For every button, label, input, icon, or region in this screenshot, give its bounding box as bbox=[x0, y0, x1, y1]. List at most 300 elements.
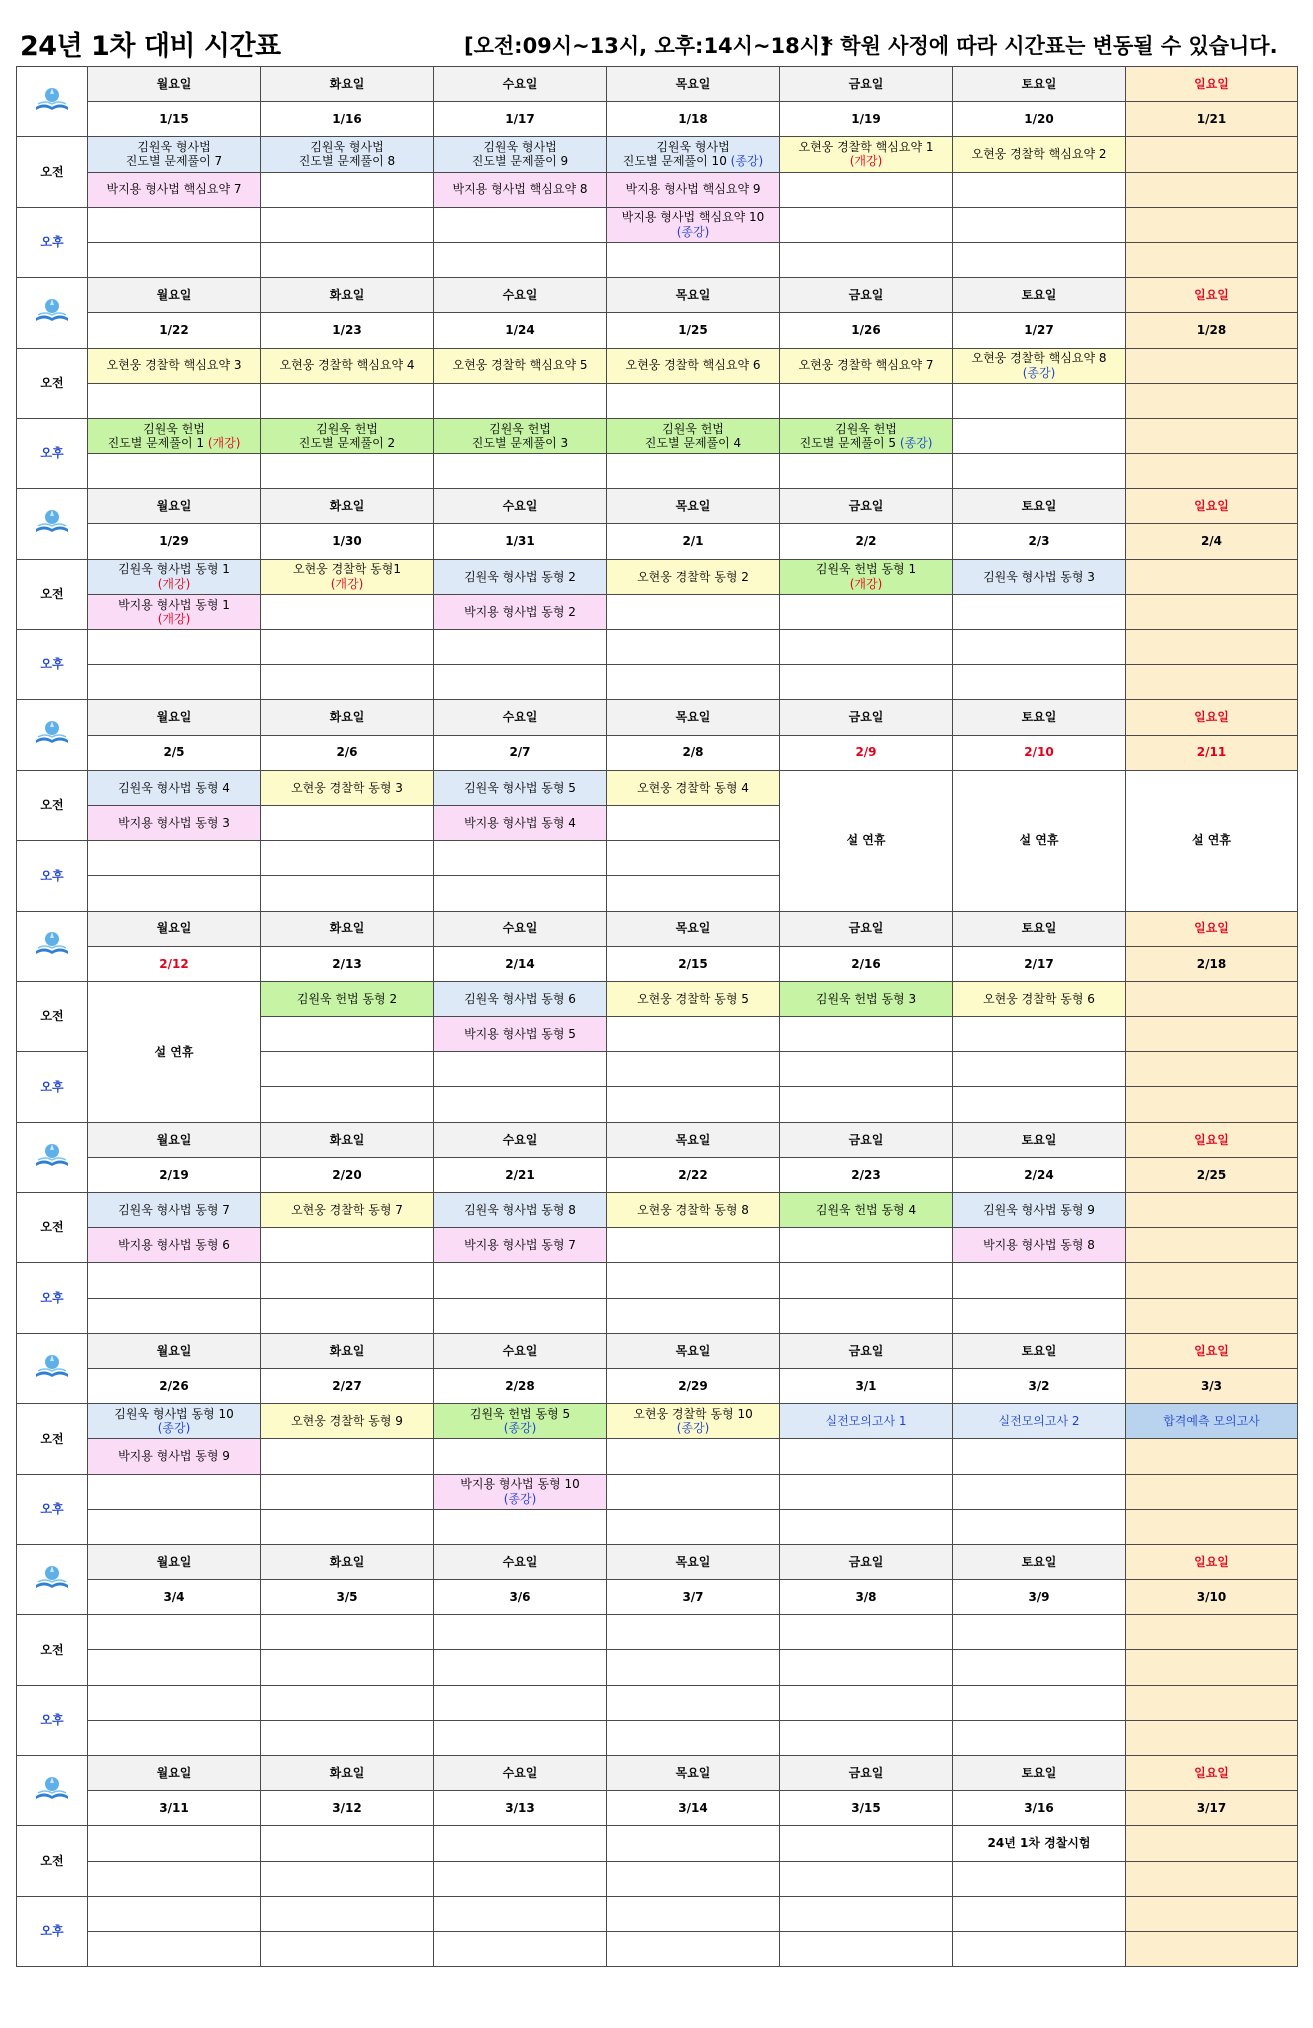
class-session: 박지용 형사법 동형 4 bbox=[434, 805, 607, 840]
date-cell: 2/21 bbox=[434, 1157, 607, 1192]
class-session: 박지용 형사법 동형 10 (종강) bbox=[434, 1474, 607, 1509]
class-session: 박지용 형사법 동형 7 bbox=[434, 1228, 607, 1263]
empty-slot bbox=[434, 207, 607, 242]
date-cell: 1/20 bbox=[953, 102, 1126, 137]
date-cell: 1/28 bbox=[1126, 313, 1298, 348]
class-session: 24년 1차 경찰시험 bbox=[953, 1826, 1126, 1861]
empty-slot bbox=[1126, 981, 1298, 1016]
week-3-row-1 bbox=[17, 489, 1298, 524]
weekday-header: 일요일 bbox=[1126, 489, 1298, 524]
empty-slot bbox=[88, 1720, 261, 1755]
empty-slot bbox=[1126, 1650, 1298, 1685]
date-cell: 1/22 bbox=[88, 313, 261, 348]
empty-slot bbox=[607, 1931, 780, 1966]
am-label: 오전 bbox=[17, 981, 88, 1051]
date-cell: 2/11 bbox=[1126, 735, 1298, 770]
empty-slot bbox=[607, 1474, 780, 1509]
class-session: 김원욱 형사법 동형 7 bbox=[88, 1193, 261, 1228]
empty-slot bbox=[261, 1650, 434, 1685]
empty-slot bbox=[953, 207, 1126, 242]
date-cell: 3/14 bbox=[607, 1791, 780, 1826]
empty-slot bbox=[780, 665, 953, 700]
empty-slot bbox=[953, 1052, 1126, 1087]
am-label: 오전 bbox=[17, 348, 88, 418]
weekday-header: 월요일 bbox=[88, 911, 261, 946]
date-cell: 1/23 bbox=[261, 313, 434, 348]
week-3-row-4 bbox=[17, 594, 1298, 629]
weekday-header: 일요일 bbox=[1126, 278, 1298, 313]
empty-slot bbox=[88, 1615, 261, 1650]
empty-slot bbox=[88, 1826, 261, 1861]
class-session: 김원욱 형사법 동형 9 bbox=[953, 1193, 1126, 1228]
date-cell: 3/15 bbox=[780, 1791, 953, 1826]
empty-slot bbox=[607, 242, 780, 277]
date-cell: 1/29 bbox=[88, 524, 261, 559]
empty-slot bbox=[1126, 1474, 1298, 1509]
empty-slot bbox=[780, 1826, 953, 1861]
empty-slot bbox=[953, 418, 1126, 453]
am-label: 오전 bbox=[17, 1826, 88, 1896]
date-cell: 2/3 bbox=[953, 524, 1126, 559]
empty-slot bbox=[953, 1931, 1126, 1966]
course-status-tag: (종강) bbox=[503, 1491, 537, 1506]
class-session: 오현웅 경찰학 핵심요약 6 bbox=[607, 348, 780, 383]
empty-slot bbox=[261, 1298, 434, 1333]
empty-slot bbox=[88, 1931, 261, 1966]
empty-slot bbox=[88, 1650, 261, 1685]
week-9-row-3 bbox=[17, 1826, 1298, 1861]
empty-slot bbox=[88, 242, 261, 277]
date-cell: 2/28 bbox=[434, 1368, 607, 1403]
empty-slot bbox=[88, 1896, 261, 1931]
week-6-row-2 bbox=[17, 1157, 1298, 1192]
class-session: 김원욱 형사법 동형 3 bbox=[953, 559, 1126, 594]
empty-slot bbox=[953, 1439, 1126, 1474]
date-cell: 3/2 bbox=[953, 1368, 1126, 1403]
empty-slot bbox=[88, 1685, 261, 1720]
empty-slot bbox=[1126, 559, 1298, 594]
week-7-row-3 bbox=[17, 1404, 1298, 1439]
empty-slot bbox=[261, 1474, 434, 1509]
date-cell: 1/18 bbox=[607, 102, 780, 137]
empty-slot bbox=[607, 1052, 780, 1087]
class-session: 김원욱 헌법 진도별 문제풀이 5 (종강) bbox=[780, 418, 953, 453]
empty-slot bbox=[780, 383, 953, 418]
empty-slot bbox=[1126, 1228, 1298, 1263]
class-session: 김원욱 형사법 진도별 문제풀이 8 bbox=[261, 137, 434, 172]
weekday-header: 월요일 bbox=[88, 700, 261, 735]
weekday-header: 월요일 bbox=[88, 1122, 261, 1157]
empty-slot bbox=[434, 1298, 607, 1333]
empty-slot bbox=[953, 383, 1126, 418]
empty-slot bbox=[261, 207, 434, 242]
weekday-header: 월요일 bbox=[88, 1756, 261, 1791]
empty-slot bbox=[607, 841, 780, 876]
weekday-header: 화요일 bbox=[261, 1333, 434, 1368]
empty-slot bbox=[261, 454, 434, 489]
week-9-row-2 bbox=[17, 1791, 1298, 1826]
empty-slot bbox=[607, 665, 780, 700]
weekday-header: 토요일 bbox=[953, 700, 1126, 735]
pm-label: 오후 bbox=[17, 1474, 88, 1544]
weekday-header: 토요일 bbox=[953, 278, 1126, 313]
date-cell: 2/22 bbox=[607, 1157, 780, 1192]
empty-slot bbox=[261, 1439, 434, 1474]
class-session: 실전모의고사 1 bbox=[780, 1404, 953, 1439]
date-cell: 2/6 bbox=[261, 735, 434, 770]
page-header bbox=[0, 0, 1313, 62]
empty-slot bbox=[780, 207, 953, 242]
empty-slot bbox=[780, 1615, 953, 1650]
empty-slot bbox=[261, 805, 434, 840]
book-logo-icon bbox=[17, 1333, 88, 1403]
date-cell: 2/9 bbox=[780, 735, 953, 770]
date-cell: 2/7 bbox=[434, 735, 607, 770]
course-status-tag: (종강) bbox=[899, 435, 933, 450]
date-cell: 2/10 bbox=[953, 735, 1126, 770]
empty-slot bbox=[1126, 1685, 1298, 1720]
empty-slot bbox=[434, 1052, 607, 1087]
date-cell: 1/26 bbox=[780, 313, 953, 348]
weekday-header: 일요일 bbox=[1126, 911, 1298, 946]
week-8-row-3 bbox=[17, 1615, 1298, 1650]
class-session: 김원욱 헌법 진도별 문제풀이 3 bbox=[434, 418, 607, 453]
class-session: 오현웅 경찰학 동형 5 bbox=[607, 981, 780, 1016]
weekday-header: 목요일 bbox=[607, 67, 780, 102]
course-status-tag: (종강) bbox=[730, 154, 764, 169]
empty-slot bbox=[261, 1017, 434, 1052]
date-cell: 3/12 bbox=[261, 1791, 434, 1826]
date-cell: 1/30 bbox=[261, 524, 434, 559]
empty-slot bbox=[88, 841, 261, 876]
pm-label: 오후 bbox=[17, 630, 88, 700]
weekday-header: 금요일 bbox=[780, 489, 953, 524]
class-session: 김원욱 형사법 동형 10 (종강) bbox=[88, 1404, 261, 1439]
weekday-header: 금요일 bbox=[780, 1333, 953, 1368]
week-3-row-6 bbox=[17, 665, 1298, 700]
empty-slot bbox=[1126, 1826, 1298, 1861]
weekday-header: 수요일 bbox=[434, 911, 607, 946]
empty-slot bbox=[261, 1720, 434, 1755]
empty-slot bbox=[261, 876, 434, 911]
empty-slot bbox=[953, 1263, 1126, 1298]
weekday-header: 수요일 bbox=[434, 1544, 607, 1579]
class-session: 김원욱 형사법 동형 4 bbox=[88, 770, 261, 805]
date-cell: 2/23 bbox=[780, 1157, 953, 1192]
date-cell: 2/13 bbox=[261, 946, 434, 981]
holiday-cell: 설 연휴 bbox=[88, 981, 261, 1122]
empty-slot bbox=[780, 172, 953, 207]
weekday-header: 일요일 bbox=[1126, 1122, 1298, 1157]
date-cell: 3/13 bbox=[434, 1791, 607, 1826]
weekday-header: 일요일 bbox=[1126, 1544, 1298, 1579]
empty-slot bbox=[1126, 348, 1298, 383]
empty-slot bbox=[261, 1615, 434, 1650]
empty-slot bbox=[780, 1650, 953, 1685]
week-1-row-3 bbox=[17, 137, 1298, 172]
date-cell: 3/6 bbox=[434, 1580, 607, 1615]
class-session: 박지용 형사법 핵심요약 10 (종강) bbox=[607, 207, 780, 242]
empty-slot bbox=[261, 1087, 434, 1122]
empty-slot bbox=[953, 1896, 1126, 1931]
empty-slot bbox=[88, 383, 261, 418]
empty-slot bbox=[953, 1861, 1126, 1896]
empty-slot bbox=[261, 383, 434, 418]
week-9-row-6 bbox=[17, 1931, 1298, 1966]
empty-slot bbox=[607, 805, 780, 840]
empty-slot bbox=[953, 1298, 1126, 1333]
weekday-header: 수요일 bbox=[434, 278, 607, 313]
empty-slot bbox=[607, 1298, 780, 1333]
empty-slot bbox=[434, 1931, 607, 1966]
book-logo-icon bbox=[17, 1756, 88, 1826]
weekday-header: 토요일 bbox=[953, 67, 1126, 102]
schedule-notice: * 학원 사정에 따라 시간표는 변동될 수 있습니다. bbox=[822, 34, 1278, 58]
class-session: 오현웅 경찰학 동형 4 bbox=[607, 770, 780, 805]
class-session: 김원욱 형사법 동형 5 bbox=[434, 770, 607, 805]
empty-slot bbox=[1126, 594, 1298, 629]
week-3-row-3 bbox=[17, 559, 1298, 594]
weekday-header: 화요일 bbox=[261, 700, 434, 735]
week-9-row-1 bbox=[17, 1756, 1298, 1791]
book-logo-icon bbox=[17, 489, 88, 559]
empty-slot bbox=[953, 1615, 1126, 1650]
class-session: 오현웅 경찰학 동형 9 bbox=[261, 1404, 434, 1439]
empty-slot bbox=[261, 1228, 434, 1263]
class-session: 김원욱 헌법 동형 3 bbox=[780, 981, 953, 1016]
weekday-header: 금요일 bbox=[780, 67, 953, 102]
weekday-header: 목요일 bbox=[607, 1544, 780, 1579]
weekday-header: 금요일 bbox=[780, 1756, 953, 1791]
week-4-row-1 bbox=[17, 700, 1298, 735]
date-cell: 1/19 bbox=[780, 102, 953, 137]
empty-slot bbox=[261, 1826, 434, 1861]
empty-slot bbox=[434, 876, 607, 911]
class-session: 김원욱 헌법 진도별 문제풀이 1 (개강) bbox=[88, 418, 261, 453]
pm-label: 오후 bbox=[17, 207, 88, 277]
pm-label: 오후 bbox=[17, 1685, 88, 1755]
empty-slot bbox=[607, 876, 780, 911]
weekday-header: 목요일 bbox=[607, 1756, 780, 1791]
empty-slot bbox=[953, 1720, 1126, 1755]
week-6-row-4 bbox=[17, 1228, 1298, 1263]
empty-slot bbox=[607, 1896, 780, 1931]
class-session: 오현웅 경찰학 핵심요약 8 (종강) bbox=[953, 348, 1126, 383]
empty-slot bbox=[780, 1720, 953, 1755]
weekday-header: 목요일 bbox=[607, 1333, 780, 1368]
empty-slot bbox=[1126, 1509, 1298, 1544]
empty-slot bbox=[953, 242, 1126, 277]
empty-slot bbox=[88, 454, 261, 489]
empty-slot bbox=[1126, 172, 1298, 207]
empty-slot bbox=[261, 1509, 434, 1544]
empty-slot bbox=[607, 1615, 780, 1650]
class-session: 김원욱 형사법 동형 8 bbox=[434, 1193, 607, 1228]
weekday-header: 목요일 bbox=[607, 489, 780, 524]
date-cell: 3/5 bbox=[261, 1580, 434, 1615]
empty-slot bbox=[780, 594, 953, 629]
empty-slot bbox=[1126, 630, 1298, 665]
empty-slot bbox=[1126, 1298, 1298, 1333]
date-cell: 3/7 bbox=[607, 1580, 780, 1615]
date-cell: 2/29 bbox=[607, 1368, 780, 1403]
empty-slot bbox=[1126, 1720, 1298, 1755]
holiday-cell: 설 연휴 bbox=[1126, 770, 1298, 911]
class-session: 김원욱 헌법 동형 2 bbox=[261, 981, 434, 1016]
date-cell: 3/9 bbox=[953, 1580, 1126, 1615]
class-session: 김원욱 형사법 진도별 문제풀이 7 bbox=[88, 137, 261, 172]
class-session: 김원욱 헌법 동형 1 (개강) bbox=[780, 559, 953, 594]
class-session: 박지용 형사법 동형 5 bbox=[434, 1017, 607, 1052]
date-cell: 2/25 bbox=[1126, 1157, 1298, 1192]
week-7-row-4 bbox=[17, 1439, 1298, 1474]
week-3-row-2 bbox=[17, 524, 1298, 559]
course-status-tag: (종강) bbox=[676, 224, 710, 239]
empty-slot bbox=[88, 630, 261, 665]
date-cell: 2/12 bbox=[88, 946, 261, 981]
empty-slot bbox=[434, 1615, 607, 1650]
class-session: 김원욱 형사법 진도별 문제풀이 9 bbox=[434, 137, 607, 172]
pm-label: 오후 bbox=[17, 841, 88, 911]
weekday-header: 목요일 bbox=[607, 700, 780, 735]
empty-slot bbox=[434, 1685, 607, 1720]
weekday-header: 금요일 bbox=[780, 1122, 953, 1157]
empty-slot bbox=[261, 1052, 434, 1087]
empty-slot bbox=[607, 1720, 780, 1755]
empty-slot bbox=[953, 1650, 1126, 1685]
week-8-row-6 bbox=[17, 1720, 1298, 1755]
empty-slot bbox=[88, 1298, 261, 1333]
weekday-header: 화요일 bbox=[261, 67, 434, 102]
weekday-header: 토요일 bbox=[953, 1756, 1126, 1791]
date-cell: 3/1 bbox=[780, 1368, 953, 1403]
empty-slot bbox=[434, 841, 607, 876]
date-cell: 3/3 bbox=[1126, 1368, 1298, 1403]
empty-slot bbox=[780, 454, 953, 489]
date-cell: 2/5 bbox=[88, 735, 261, 770]
date-cell: 2/18 bbox=[1126, 946, 1298, 981]
date-cell: 2/27 bbox=[261, 1368, 434, 1403]
class-session: 김원욱 형사법 동형 2 bbox=[434, 559, 607, 594]
empty-slot bbox=[780, 1298, 953, 1333]
empty-slot bbox=[434, 1439, 607, 1474]
timetable bbox=[16, 66, 1298, 1967]
class-session: 오현웅 경찰학 동형 10 (종강) bbox=[607, 1404, 780, 1439]
date-cell: 2/24 bbox=[953, 1157, 1126, 1192]
class-session: 오현웅 경찰학 핵심요약 7 bbox=[780, 348, 953, 383]
date-cell: 1/17 bbox=[434, 102, 607, 137]
empty-slot bbox=[607, 630, 780, 665]
class-session: 오현웅 경찰학 동형 3 bbox=[261, 770, 434, 805]
weekday-header: 화요일 bbox=[261, 1122, 434, 1157]
pm-label: 오후 bbox=[17, 1263, 88, 1333]
empty-slot bbox=[261, 1896, 434, 1931]
date-cell: 3/11 bbox=[88, 1791, 261, 1826]
week-7-row-2 bbox=[17, 1368, 1298, 1403]
empty-slot bbox=[780, 1087, 953, 1122]
empty-slot bbox=[953, 1474, 1126, 1509]
am-label: 오전 bbox=[17, 559, 88, 629]
empty-slot bbox=[780, 242, 953, 277]
pm-label: 오후 bbox=[17, 1896, 88, 1966]
empty-slot bbox=[261, 1931, 434, 1966]
empty-slot bbox=[780, 1263, 953, 1298]
empty-slot bbox=[780, 1685, 953, 1720]
week-1-row-6 bbox=[17, 242, 1298, 277]
empty-slot bbox=[1126, 383, 1298, 418]
date-cell: 1/16 bbox=[261, 102, 434, 137]
weekday-header: 토요일 bbox=[953, 911, 1126, 946]
weekday-header: 수요일 bbox=[434, 1122, 607, 1157]
empty-slot bbox=[780, 1861, 953, 1896]
empty-slot bbox=[780, 1509, 953, 1544]
class-session: 김원욱 헌법 동형 5 (종강) bbox=[434, 1404, 607, 1439]
empty-slot bbox=[780, 1228, 953, 1263]
course-status-tag: (종강) bbox=[157, 1421, 191, 1436]
date-cell: 2/26 bbox=[88, 1368, 261, 1403]
weekday-header: 토요일 bbox=[953, 1544, 1126, 1579]
week-1-row-2 bbox=[17, 102, 1298, 137]
book-logo-icon bbox=[17, 67, 88, 137]
class-session: 오현웅 경찰학 동형 7 bbox=[261, 1193, 434, 1228]
empty-slot bbox=[780, 1052, 953, 1087]
empty-slot bbox=[261, 594, 434, 629]
empty-slot bbox=[1126, 1861, 1298, 1896]
week-7-row-5 bbox=[17, 1474, 1298, 1509]
week-7-row-1 bbox=[17, 1333, 1298, 1368]
empty-slot bbox=[953, 1685, 1126, 1720]
empty-slot bbox=[1126, 454, 1298, 489]
date-cell: 3/4 bbox=[88, 1580, 261, 1615]
class-session: 합격예측 모의고사 bbox=[1126, 1404, 1298, 1439]
class-session: 오현웅 경찰학 동형 8 bbox=[607, 1193, 780, 1228]
weekday-header: 월요일 bbox=[88, 1544, 261, 1579]
empty-slot bbox=[607, 1826, 780, 1861]
course-status-tag: (개강) bbox=[849, 154, 883, 169]
week-8-row-2 bbox=[17, 1580, 1298, 1615]
date-cell: 3/17 bbox=[1126, 1791, 1298, 1826]
week-1-row-1 bbox=[17, 67, 1298, 102]
empty-slot bbox=[607, 1439, 780, 1474]
empty-slot bbox=[434, 1263, 607, 1298]
weekday-header: 월요일 bbox=[88, 278, 261, 313]
pm-label: 오후 bbox=[17, 1052, 88, 1122]
empty-slot bbox=[88, 665, 261, 700]
class-session: 김원욱 형사법 동형 6 bbox=[434, 981, 607, 1016]
empty-slot bbox=[1126, 1615, 1298, 1650]
week-3-row-5 bbox=[17, 630, 1298, 665]
empty-slot bbox=[434, 1826, 607, 1861]
weekday-header: 화요일 bbox=[261, 1756, 434, 1791]
class-session: 실전모의고사 2 bbox=[953, 1404, 1126, 1439]
empty-slot bbox=[261, 665, 434, 700]
date-cell: 2/17 bbox=[953, 946, 1126, 981]
week-8-row-1 bbox=[17, 1544, 1298, 1579]
empty-slot bbox=[607, 383, 780, 418]
weekday-header: 화요일 bbox=[261, 1544, 434, 1579]
date-cell: 2/14 bbox=[434, 946, 607, 981]
weekday-header: 토요일 bbox=[953, 1122, 1126, 1157]
empty-slot bbox=[607, 1685, 780, 1720]
class-session: 박지용 형사법 동형 9 bbox=[88, 1439, 261, 1474]
empty-slot bbox=[1126, 242, 1298, 277]
book-logo-icon bbox=[17, 911, 88, 981]
class-session: 오현웅 경찰학 동형 2 bbox=[607, 559, 780, 594]
week-2-row-2 bbox=[17, 313, 1298, 348]
week-6-row-3 bbox=[17, 1193, 1298, 1228]
am-label: 오전 bbox=[17, 1404, 88, 1474]
week-9-row-5 bbox=[17, 1896, 1298, 1931]
